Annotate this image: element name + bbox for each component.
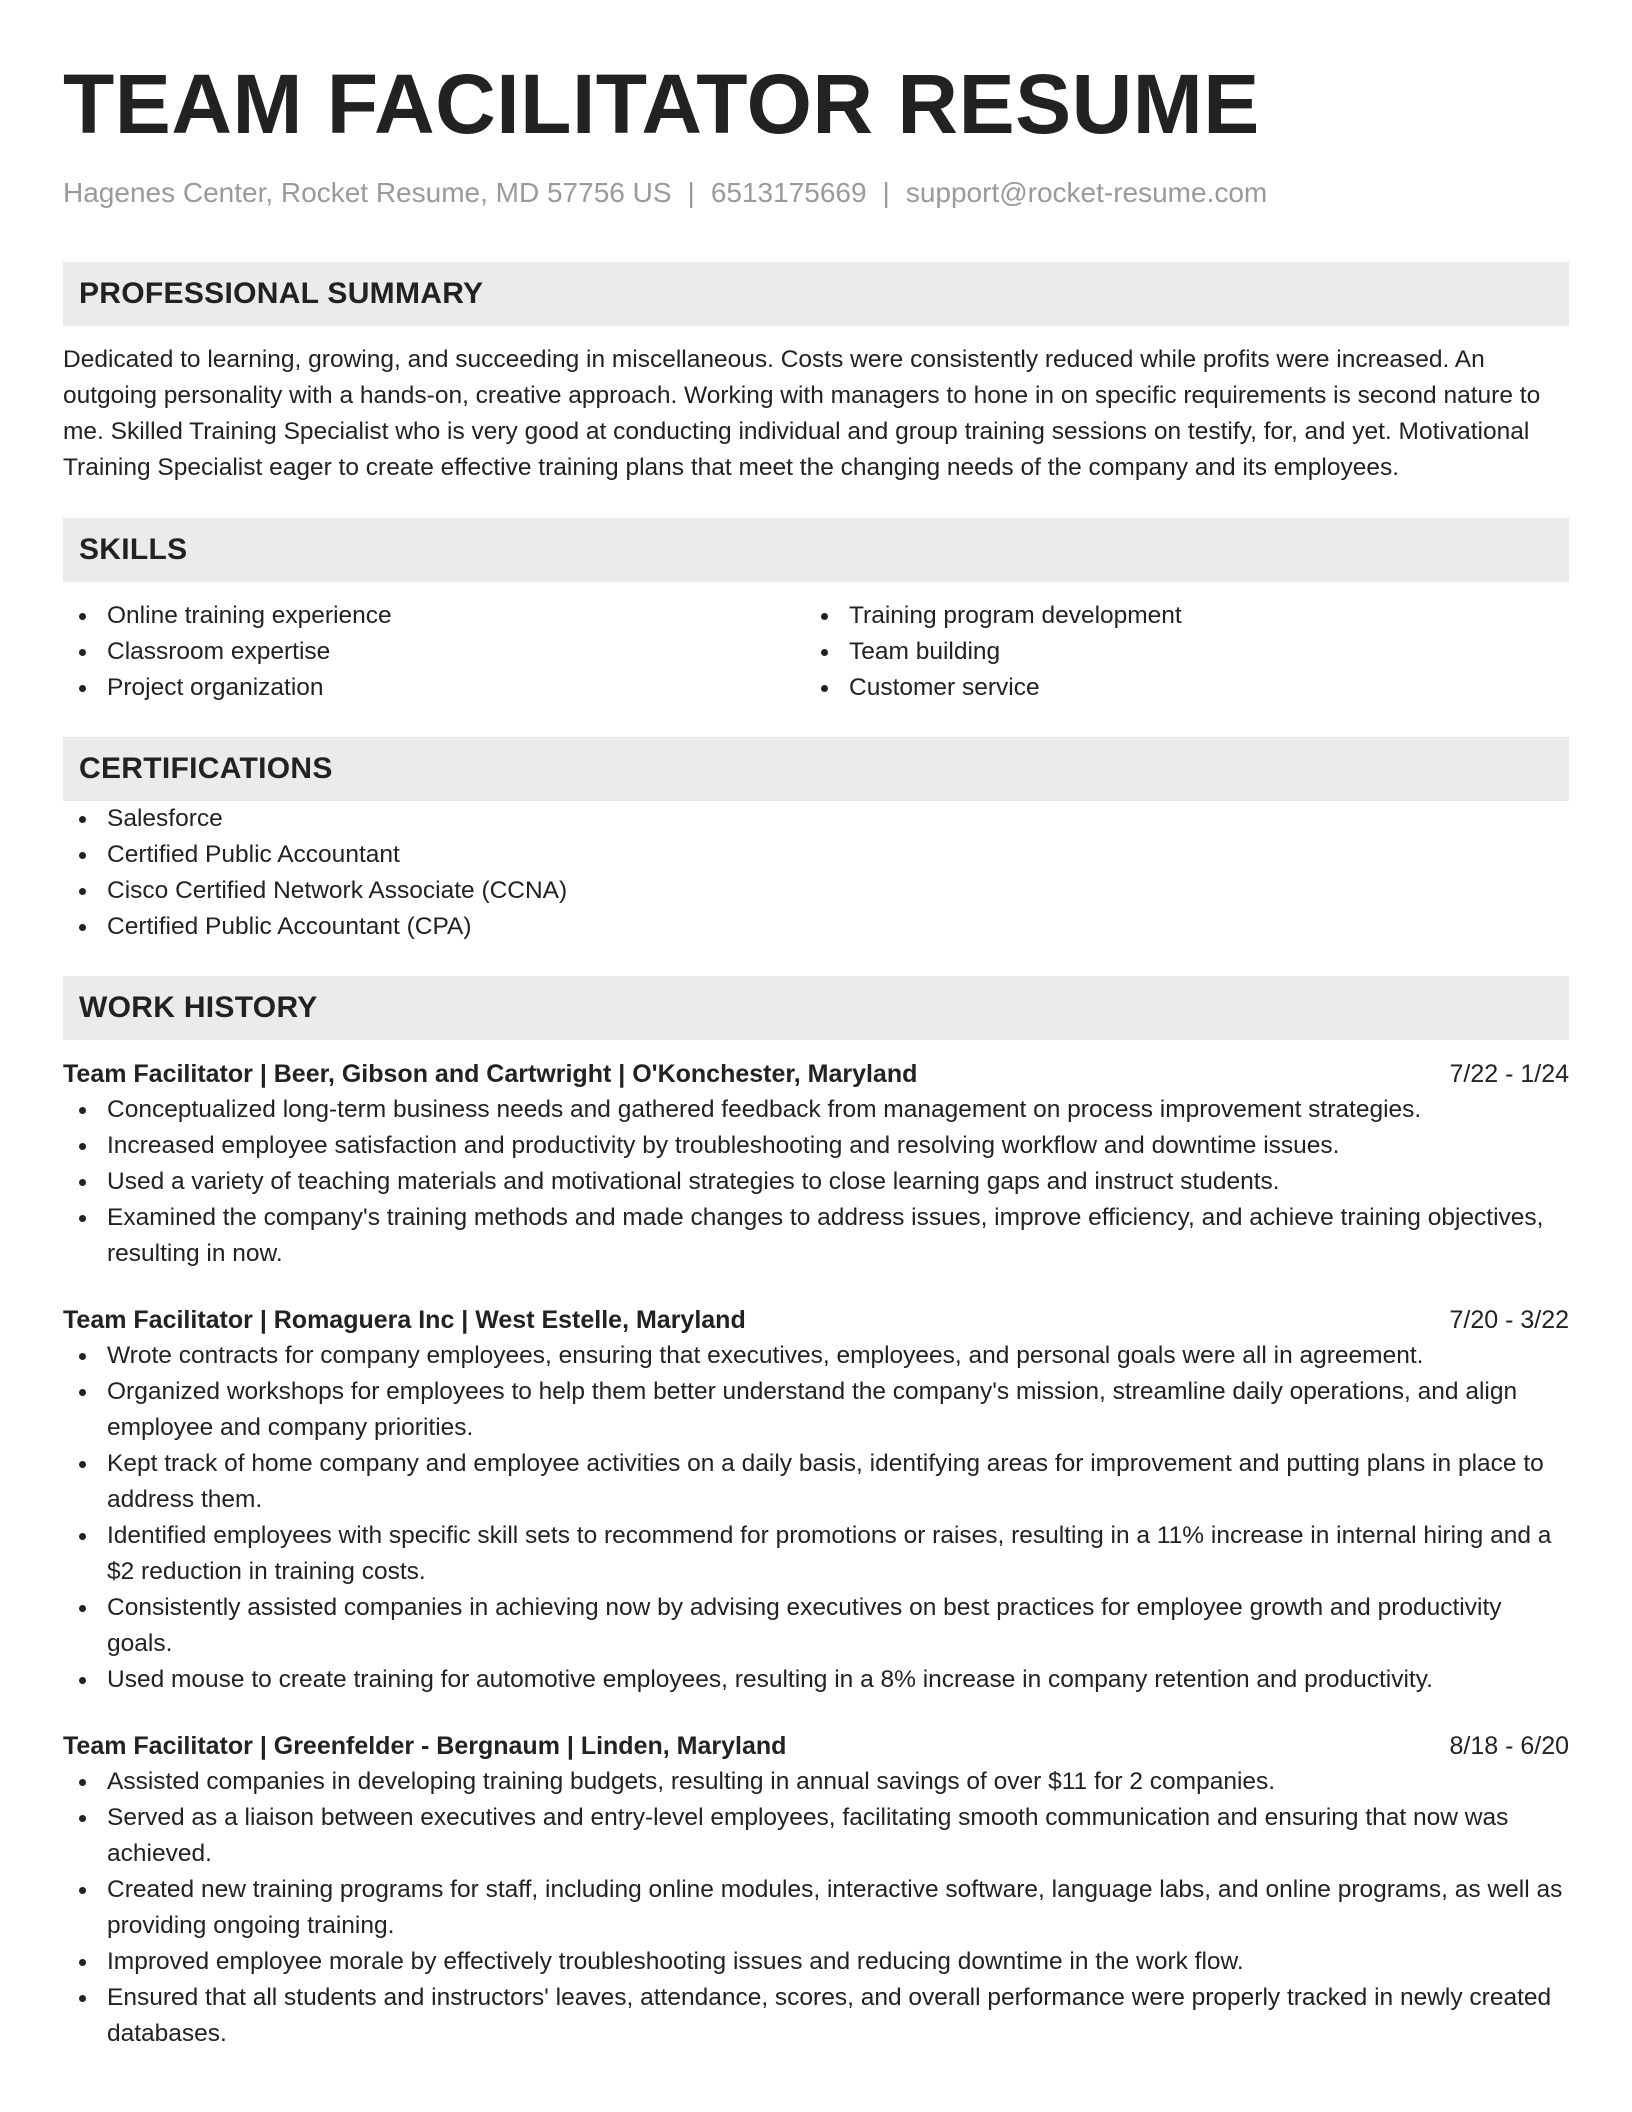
job-bullet: Assisted companies in developing training budgets, resulting in annual savings of over $11 for 2 companies. <box>63 1764 1569 1800</box>
summary-section <box>63 262 1569 486</box>
contact-email: support@rocket-resume.com <box>905 177 1268 208</box>
job-bullet-list <box>63 1338 1569 1698</box>
certification-item: Certified Public Accountant (CPA) <box>63 909 1569 945</box>
section-heading-summary: PROFESSIONAL SUMMARY <box>63 262 1569 326</box>
skill-item: Customer service <box>805 670 1547 706</box>
skills-column-left <box>63 598 805 706</box>
job-bullet-list <box>63 1764 1569 2052</box>
certifications-section <box>63 737 1569 945</box>
job-entry <box>63 1728 1569 2052</box>
job-header <box>63 1056 1569 1092</box>
job-bullet-list <box>63 1092 1569 1272</box>
certifications-list <box>63 801 1569 945</box>
job-bullet: Served as a liaison between executives and entry-level employees, facilitating smooth communication and ensuring that now was achieved. <box>63 1800 1569 1872</box>
contact-address: Hagenes Center, Rocket Resume, MD 57756 US <box>63 177 672 208</box>
job-bullet: Identified employees with specific skill sets to recommend for promotions or raises, resulting in a 11% increase in internal hiring and a $2 reduction in training costs. <box>63 1518 1569 1590</box>
skill-item: Team building <box>805 634 1547 670</box>
section-heading-skills: SKILLS <box>63 518 1569 582</box>
skill-item: Project organization <box>63 670 805 706</box>
contact-separator: | <box>687 177 695 208</box>
section-heading-work-history: WORK HISTORY <box>63 976 1569 1040</box>
job-entry <box>63 1302 1569 1698</box>
job-bullet: Increased employee satisfaction and productivity by troubleshooting and resolving workflow and downtime issues. <box>63 1128 1569 1164</box>
job-bullet: Conceptualized long-term business needs and gathered feedback from management on process improvement strategies. <box>63 1092 1569 1128</box>
job-title: Team Facilitator | Romaguera Inc | West Estelle, Maryland <box>63 1306 746 1334</box>
job-bullet: Created new training programs for staff, including online modules, interactive software, language labs, and online programs, as well as providing ongoing training. <box>63 1872 1569 1944</box>
job-header <box>63 1728 1569 1764</box>
work-history-section <box>63 976 1569 2052</box>
job-bullet: Used a variety of teaching materials and motivational strategies to close learning gaps and instruct students. <box>63 1164 1569 1200</box>
contact-phone: 6513175669 <box>710 177 867 208</box>
contact-line <box>63 176 1569 210</box>
contact-separator: | <box>882 177 890 208</box>
job-header <box>63 1302 1569 1338</box>
section-heading-certifications: CERTIFICATIONS <box>63 737 1569 801</box>
certification-item: Salesforce <box>63 801 1569 837</box>
job-bullet: Examined the company's training methods and made changes to address issues, improve efficiency, and achieve training objectives, resulting in now. <box>63 1200 1569 1272</box>
job-title: Team Facilitator | Greenfelder - Bergnaum | Linden, Maryland <box>63 1732 787 1760</box>
skill-item: Training program development <box>805 598 1547 634</box>
summary-text: Dedicated to learning, growing, and succeeding in miscellaneous. Costs were consistently reduced while profits were increased. An outgoing personality with a hands-on, creative approach. Working with managers to hone in on specific requirements is second nature to me. Skilled Training Specialist who is very good at conducting individual and group training sessions on testify, for, and yet. Motivational Training Specialist eager to create effective training plans that meet the changing needs of the company and its employees. <box>63 346 1541 481</box>
job-bullet: Wrote contracts for company employees, ensuring that executives, employees, and personal goals were all in agreement. <box>63 1338 1569 1374</box>
job-dates: 7/22 - 1/24 <box>1449 1060 1569 1088</box>
skills-column-right <box>805 598 1547 706</box>
job-bullet: Kept track of home company and employee activities on a daily basis, identifying areas for improvement and putting plans in place to address them. <box>63 1446 1569 1518</box>
page-title: TEAM FACILITATOR RESUME <box>63 57 1260 151</box>
job-bullet: Consistently assisted companies in achieving now by advising executives on best practices for employee growth and productivity goals. <box>63 1590 1569 1662</box>
job-entry <box>63 1056 1569 1272</box>
job-bullet: Improved employee morale by effectively troubleshooting issues and reducing downtime in the work flow. <box>63 1944 1569 1980</box>
skills-grid <box>63 598 1569 706</box>
job-bullet: Organized workshops for employees to help them better understand the company's mission, streamline daily operations, and align employee and company priorities. <box>63 1374 1569 1446</box>
skill-item: Online training experience <box>63 598 805 634</box>
job-dates: 7/20 - 3/22 <box>1449 1306 1569 1334</box>
job-bullet: Ensured that all students and instructors' leaves, attendance, scores, and overall performance were properly tracked in newly created databases. <box>63 1980 1569 2052</box>
job-bullet: Used mouse to create training for automotive employees, resulting in a 8% increase in company retention and productivity. <box>63 1662 1569 1698</box>
job-dates: 8/18 - 6/20 <box>1449 1732 1569 1760</box>
skill-item: Classroom expertise <box>63 634 805 670</box>
certification-item: Certified Public Accountant <box>63 837 1569 873</box>
certification-item: Cisco Certified Network Associate (CCNA) <box>63 873 1569 909</box>
job-title: Team Facilitator | Beer, Gibson and Cartwright | O'Konchester, Maryland <box>63 1060 918 1088</box>
skills-section <box>63 518 1569 706</box>
